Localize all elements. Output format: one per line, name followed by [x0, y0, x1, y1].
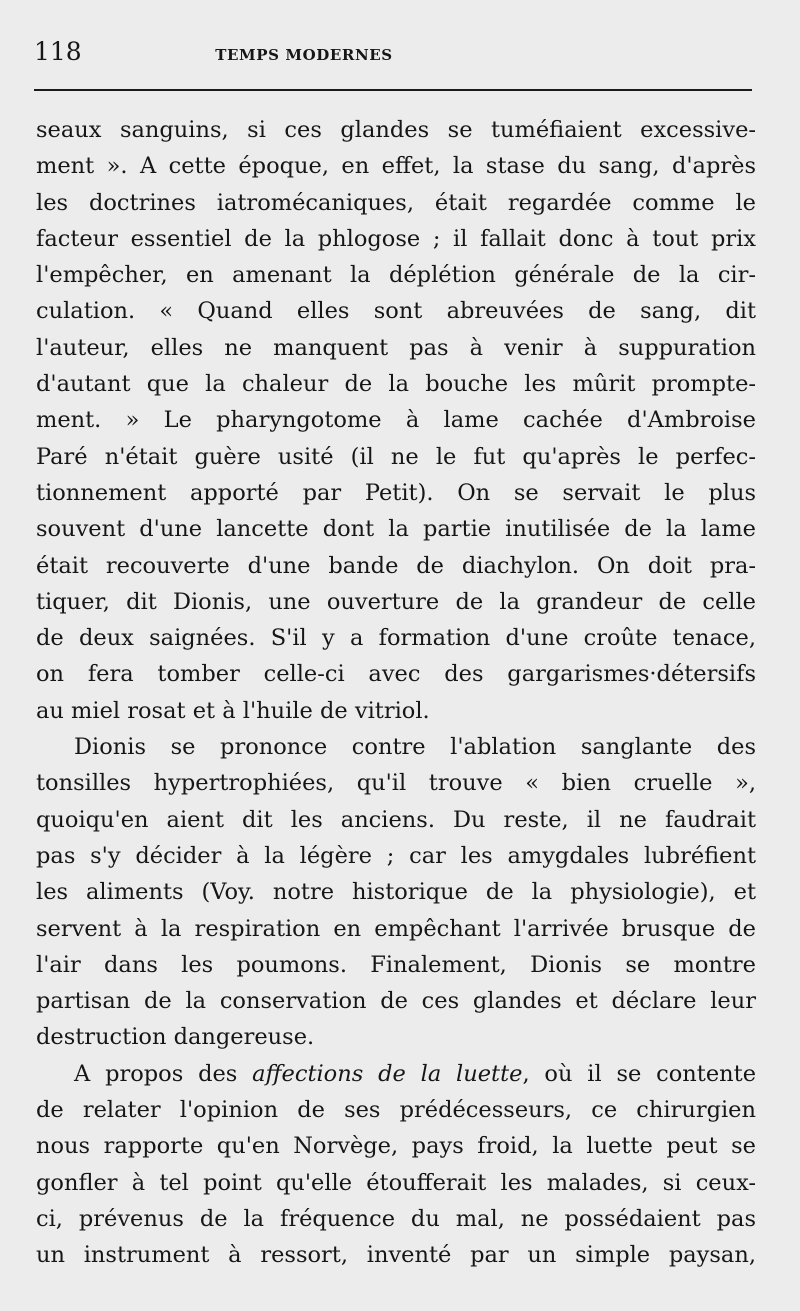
text-line: servent à la respiration en empêchant l'arrivée brusque de [36, 915, 756, 942]
text-line: tonsilles hypertrophiées, qu'il trouve « bien cruelle », [36, 770, 756, 797]
text-line [36, 1056, 756, 1092]
text-line: les aliments (Voy. notre historique de la physiologie), et [36, 879, 756, 906]
text-line: partisan de la conservation de ces glandes et déclare leur [36, 988, 756, 1015]
text-line: un instrument à ressort, inventé par un simple paysan, [36, 1242, 756, 1269]
text-line: on fera tomber celle-ci avec des gargarismes·détersifs [36, 661, 756, 688]
text-run: A propos des [74, 1060, 253, 1087]
text-line: l'air dans les poumons. Finalement, Dionis se montre [36, 951, 756, 978]
text-line: ment. » Le pharyngotome à lame cachée d'Ambroise [36, 407, 756, 434]
running-head: TEMPS MODERNES [215, 46, 393, 64]
text-line: d'autant que la chaleur de la bouche les mûrit prompte- [36, 371, 756, 398]
text-line: ci, prévenus de la fréquence du mal, ne possédaient pas [36, 1205, 756, 1232]
text-line: culation. « Quand elles sont abreuvées de sang, dit [36, 298, 756, 325]
text-line: Paré n'était guère usité (il ne le fut qu'après le perfec- [36, 443, 756, 470]
text-line: les doctrines iatromécaniques, était regardée comme le [36, 189, 756, 216]
text-line: l'auteur, elles ne manquent pas à venir à suppuration [36, 334, 756, 361]
text-line: de deux saignées. S'il y a formation d'une croûte tenace, [36, 625, 756, 652]
text-line: de relater l'opinion de ses prédécesseurs, ce chirurgien [36, 1097, 756, 1124]
italic-run: affections de la luette [252, 1060, 523, 1087]
text-line: seaux sanguins, si ces glandes se tuméfiaient excessive- [36, 117, 756, 143]
text-line: souvent d'une lancette dont la partie inutilisée de la lame [36, 516, 756, 543]
text-line: quoiqu'en aient dit les anciens. Du reste, il ne faudrait [36, 806, 756, 833]
page-number: 118 [34, 37, 82, 66]
text-line: facteur essentiel de la phlogose ; il fallait donc à tout prix [36, 225, 756, 252]
header-rule [34, 89, 752, 91]
text-line: destruction dangereuse. [36, 1024, 315, 1051]
page-header [34, 34, 754, 74]
text-line: ment ». A cette époque, en effet, la stase du sang, d'après [36, 153, 756, 180]
text-line: tiquer, dit Dionis, une ouverture de la grandeur de celle [36, 588, 756, 615]
text-line: tionnement apporté par Petit). On se servait le plus [36, 479, 756, 506]
text-line: nous rapporte qu'en Norvège, pays froid, la luette peut se [36, 1133, 756, 1160]
text-line: était recouverte d'une bande de diachylon. On doit pra- [36, 552, 756, 579]
text-line: au miel rosat et à l'huile de vitriol. [36, 697, 430, 724]
text-run: , où il se contente [522, 1060, 757, 1087]
body-text [36, 112, 756, 1274]
text-line: gonfler à tel point qu'elle étoufferait les malades, si ceux- [36, 1169, 756, 1196]
text-line: l'empêcher, en amenant la déplétion générale de la cir- [36, 262, 756, 289]
text-line: Dionis se prononce contre l'ablation sanglante des [74, 734, 756, 761]
text-line: pas s'y décider à la légère ; car les amygdales lubréfient [36, 842, 756, 869]
